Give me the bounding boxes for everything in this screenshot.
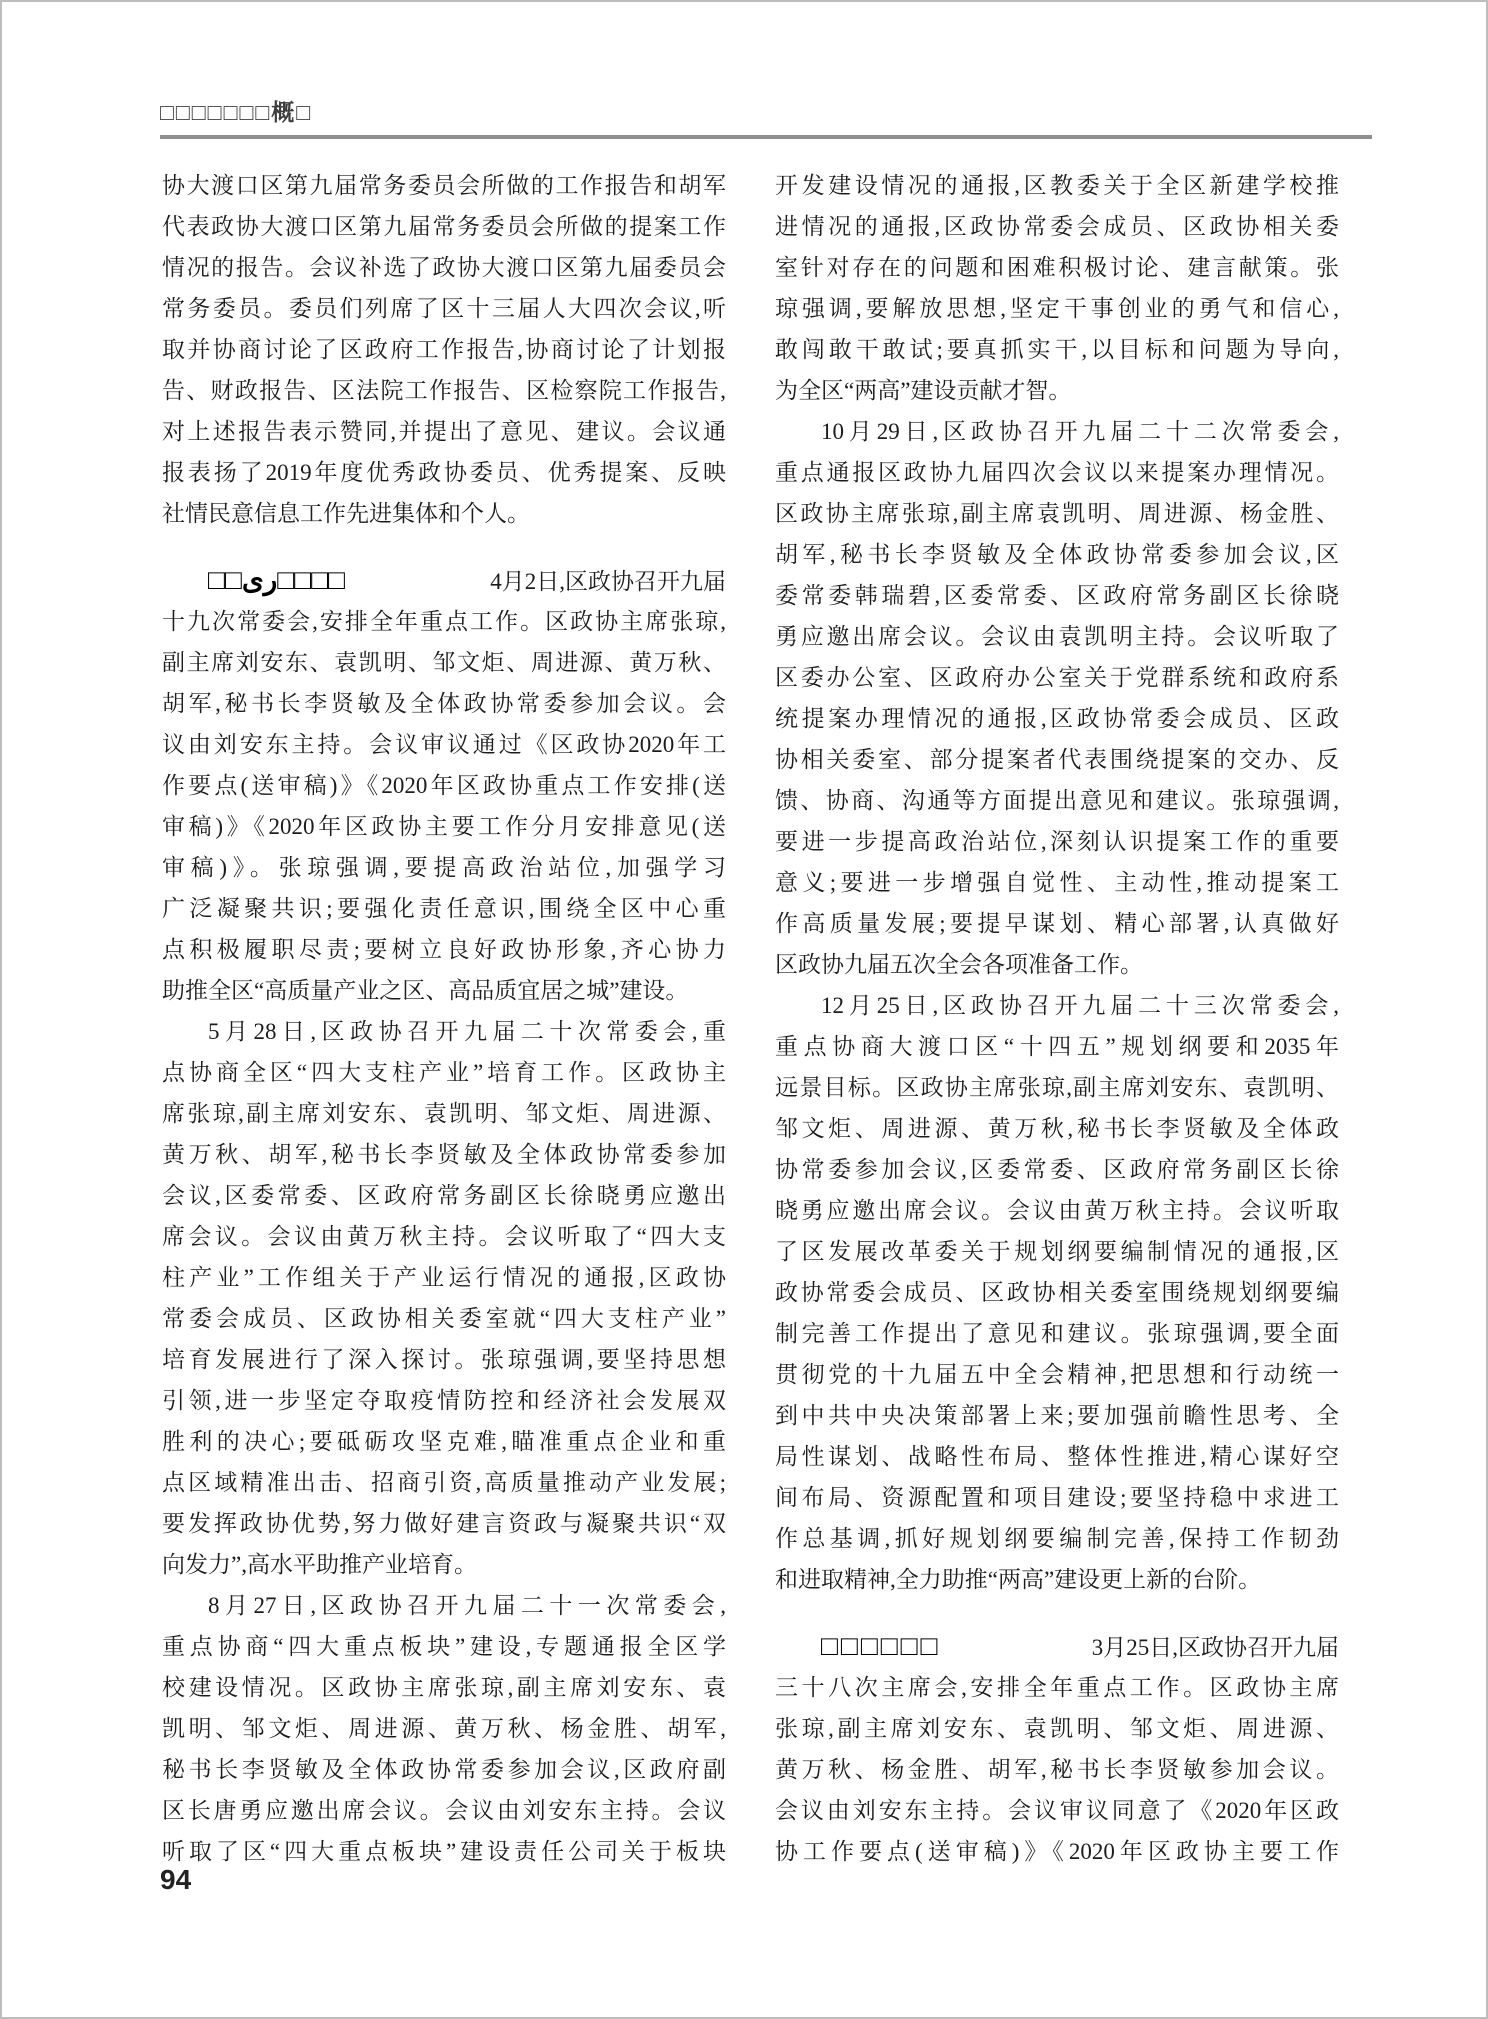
text-line: 重点协商大渡口区“十四五”规划纲要和2035年 (775, 1034, 1339, 1059)
text-line: 助推全区“高质量产业之区、高品质宜居之城”建设。 (162, 978, 689, 1003)
text-line: 胡军,秘书长李贤敏及全体政协常委参加会议。会 (162, 691, 726, 716)
text-line: 张琼,副主席刘安东、袁凯明、邹文炬、周进源、 (775, 1716, 1339, 1741)
text-line: 审稿)》《2020年区政协主要工作分月安排意见(送 (162, 814, 726, 839)
text-line: 为全区“两高”建设贡献才智。 (775, 378, 1072, 403)
entry-first-text: 3月25日,区政协召开九届 (1091, 1635, 1339, 1660)
text-line: 敢闯敢干敢试;要真抓实干,以目标和问题为导向, (775, 337, 1339, 362)
text-line: 情况的报告。会议补选了政协大渡口区第九届委员会 (162, 255, 726, 280)
text-line: 8月27日,区政协召开九届二十一次常委会, (208, 1593, 726, 1618)
text-line: 协大渡口区第九届常务委员会所做的工作报告和胡军 (162, 173, 726, 198)
page-number: 94 (160, 1864, 192, 1895)
text-line: 要进一步提高政治站位,深刻认识提案工作的重要 (775, 829, 1339, 854)
text-line: 社情民意信息工作先进集体和个人。 (162, 501, 530, 526)
text-line: 点协商全区“四大支柱产业”培育工作。区政协主 (162, 1060, 726, 1085)
text-line: 对上述报告表示赞同,并提出了意见、建议。会议通 (162, 419, 726, 444)
text-line: 区长唐勇应邀出席会议。会议由刘安东主持。会议 (162, 1798, 726, 1823)
text-line: 委常委韩瑞碧,区委常委、区政府常务副区长徐晓 (775, 583, 1339, 608)
text-column-left (162, 165, 726, 1872)
text-line: 点积极履职尽责;要树立良好政协形象,齐心协力 (162, 937, 726, 962)
text-line: 勇应邀出席会议。会议由袁凯明主持。会议听取了 (775, 624, 1339, 649)
text-line: 了区发展改革委关于规划纲要编制情况的通报,区 (775, 1239, 1339, 1264)
text-column-right (775, 165, 1339, 1872)
text-line: 会议由刘安东主持。会议审议同意了《2020年区政 (775, 1798, 1339, 1823)
text-line: 常委会成员、区政协相关委室就“四大支柱产业” (162, 1306, 726, 1331)
text-line: 黄万秋、胡军,秘书长李贤敏及全体政协常委参加 (162, 1142, 726, 1167)
text-line: 馈、协商、沟通等方面提出意见和建议。张琼强调, (775, 788, 1339, 813)
text-line: 12月25日,区政协召开九届二十三次常委会, (821, 993, 1339, 1018)
text-line: 柱产业”工作组关于产业运行情况的通报,区政协 (162, 1265, 726, 1290)
text-line: 校建设情况。区政协主席张琼,副主席刘安东、袁 (162, 1675, 726, 1700)
text-line: 要发挥政协优势,努力做好建言资政与凝聚共识“双 (162, 1511, 726, 1536)
text-line: 和进取精神,全力助推“两高”建设更上新的台阶。 (775, 1567, 1262, 1592)
paragraph-gap (162, 534, 726, 560)
text-line: 进情况的通报,区政协常委会成员、区政协相关委 (775, 214, 1339, 239)
text-line: 审稿)》。张琼强调,要提高政治站位,加强学习 (162, 855, 726, 880)
text-line: 代表政协大渡口区第九届常务委员会所做的提案工作 (162, 214, 726, 239)
text-line: 作高质量发展;要提早谋划、精心部署,认真做好 (775, 911, 1339, 936)
page-header-title: □□□□□□□概□ (160, 100, 313, 125)
text-line: 席张琼,副主席刘安东、袁凯明、邹文炬、周进源、 (162, 1101, 726, 1126)
text-line: 常务委员。委员们列席了区十三届人大四次会议,听 (162, 296, 726, 321)
text-line: 点区域精准出击、招商引资,高质量推动产业发展; (162, 1470, 726, 1495)
text-line: 黄万秋、杨金胜、胡军,秘书长李贤敏参加会议。 (775, 1757, 1339, 1782)
text-line: 晓勇应邀出席会议。会议由黄万秋主持。会议听取 (775, 1198, 1339, 1223)
text-line: 间布局、资源配置和项目建设;要坚持稳中求进工 (775, 1485, 1339, 1510)
text-line: 协常委参加会议,区委常委、区政府常务副区长徐 (775, 1157, 1339, 1182)
text-line: 贯彻党的十九届五中全会精神,把思想和行动统一 (775, 1362, 1339, 1387)
header-rule (160, 135, 1372, 139)
text-line: 报表扬了2019年度优秀政协委员、优秀提案、反映 (162, 460, 726, 485)
text-line: 向发力”,高水平助推产业培育。 (162, 1552, 477, 1577)
text-line: 5月28日,区政协召开九届二十次常委会,重 (208, 1019, 726, 1044)
text-line: 到中共中央决策部署上来;要加强前瞻性思考、全 (775, 1403, 1339, 1428)
text-line: 秘书长李贤敏及全体政协常委参加会议,区政府副 (162, 1757, 726, 1782)
text-line: 室针对存在的问题和困难积极讨论、建言献策。张 (775, 255, 1339, 280)
text-line: 胜利的决心;要砥砺攻坚克难,瞄准重点企业和重 (162, 1429, 726, 1454)
text-line: 意义;要进一步增强自觉性、主动性,推动提案工 (775, 870, 1339, 895)
entry-heading: □□□□□□ (821, 1631, 941, 1662)
text-line: 协相关委室、部分提案者代表围绕提案的交办、反 (775, 747, 1339, 772)
text-line: 会议,区委常委、区政府常务副区长徐晓勇应邀出 (162, 1183, 726, 1208)
text-line: 琼强调,要解放思想,坚定干事创业的勇气和信心, (775, 296, 1339, 321)
text-line: 听取了区“四大重点板块”建设责任公司关于板块 (162, 1839, 726, 1864)
entry-first-text: 4月2日,区政协召开九届 (490, 569, 726, 594)
text-line: 培育发展进行了深入探讨。张琼强调,要坚持思想 (162, 1347, 726, 1372)
text-line: 区委办公室、区政府办公室关于党群系统和政府系 (775, 665, 1339, 690)
text-line: 引领,进一步坚定夺取疫情防控和经济社会发展双 (162, 1388, 726, 1413)
entry-heading: □□رى□□□□ (208, 565, 345, 596)
text-line: 重点协商“四大重点板块”建设,专题通报全区学 (162, 1634, 726, 1659)
text-line: 邹文炬、周进源、黄万秋,秘书长李贤敏及全体政 (775, 1116, 1339, 1141)
text-line: 席会议。会议由黄万秋主持。会议听取了“四大支 (162, 1224, 726, 1249)
text-line: 取并协商讨论了区政府工作报告,协商讨论了计划报 (162, 337, 726, 362)
text-line: 议由刘安东主持。会议审议通过《区政协2020年工 (162, 732, 726, 757)
text-line: 政协常委会成员、区政协相关委室围绕规划纲要编 (775, 1280, 1339, 1305)
text-line: 凯明、邹文炬、周进源、黄万秋、杨金胜、胡军, (162, 1716, 726, 1741)
text-line: 局性谋划、战略性布局、整体性推进,精心谋好空 (775, 1444, 1339, 1469)
text-line: 区政协九届五次全会各项准备工作。 (775, 952, 1143, 977)
text-line: 三十八次主席会,安排全年重点工作。区政协主席 (775, 1675, 1339, 1700)
text-line: 制完善工作提出了意见和建议。张琼强调,要全面 (775, 1321, 1339, 1346)
text-line: 广泛凝聚共识;要强化责任意识,围绕全区中心重 (162, 896, 726, 921)
text-line: 区政协主席张琼,副主席袁凯明、周进源、杨金胜、 (775, 501, 1339, 526)
entry-heading-line (775, 1626, 1339, 1667)
text-line: 协工作要点(送审稿)》《2020年区政协主要工作 (775, 1839, 1339, 1864)
text-line: 胡军,秘书长李贤敏及全体政协常委参加会议,区 (775, 542, 1339, 567)
paragraph-gap (775, 1600, 1339, 1626)
text-line: 副主席刘安东、袁凯明、邹文炬、周进源、黄万秋、 (162, 650, 726, 675)
text-line: 开发建设情况的通报,区教委关于全区新建学校推 (775, 173, 1339, 198)
text-line: 10月29日,区政协召开九届二十二次常委会, (821, 419, 1339, 444)
text-line: 十九次常委会,安排全年重点工作。区政协主席张琼, (162, 609, 726, 634)
text-line: 远景目标。区政协主席张琼,副主席刘安东、袁凯明、 (775, 1075, 1339, 1100)
text-line: 作要点(送审稿)》《2020年区政协重点工作安排(送 (162, 773, 726, 798)
text-line: 统提案办理情况的通报,区政协常委会成员、区政 (775, 706, 1339, 731)
text-line: 告、财政报告、区法院工作报告、区检察院工作报告, (162, 378, 726, 403)
text-line: 作总基调,抓好规划纲要编制完善,保持工作韧劲 (775, 1526, 1339, 1551)
text-line: 重点通报区政协九届四次会议以来提案办理情况。 (775, 460, 1339, 485)
entry-heading-line (162, 560, 726, 601)
